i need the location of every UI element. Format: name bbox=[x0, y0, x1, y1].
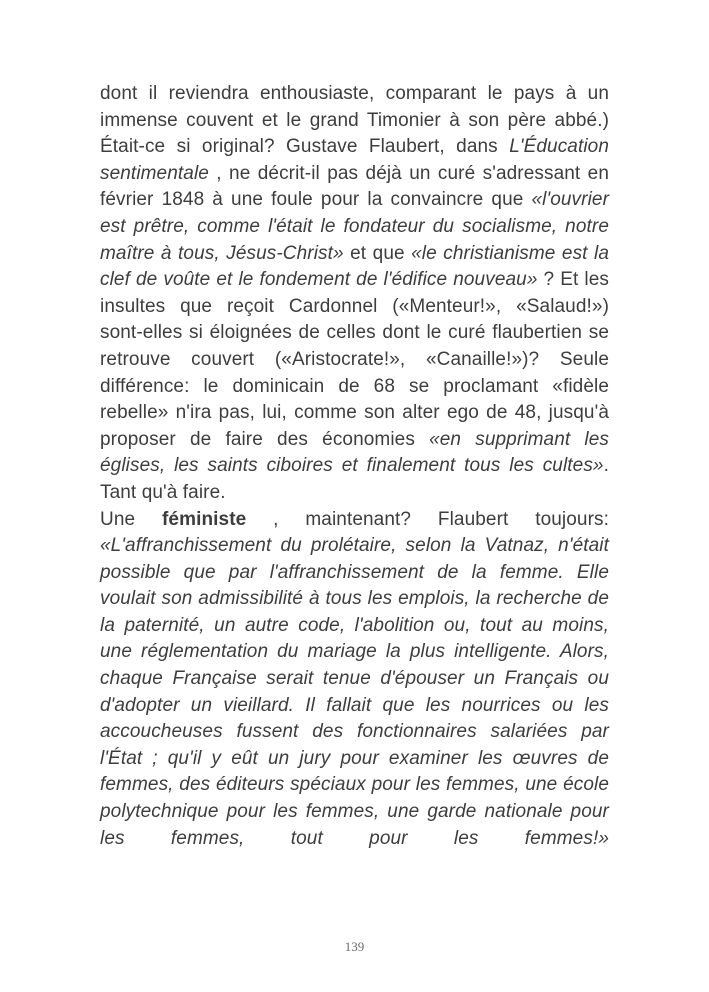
paragraph-feministe-vatnaz bbox=[100, 507, 609, 853]
page-number: 139 bbox=[344, 939, 365, 954]
text-run-italic: «l'ouvrier est prêtre, comme l'était le fondateur du socialisme, notre maître à tous, Jésus-Christ» bbox=[100, 189, 609, 264]
text-run-roman: , maintenant? Flaubert toujours: bbox=[246, 508, 609, 530]
text-run-roman: . Tant qu'à faire. bbox=[100, 455, 609, 503]
text-run-bold: féministe bbox=[162, 508, 247, 530]
paragraph-flaubert-cure bbox=[100, 81, 609, 507]
body-text-block bbox=[100, 81, 609, 852]
text-run-italic: «L'affranchissement du prolétaire, selon la Vatnaz, n'était possible que par l'affranchissement de la femme. Elle voulait son admissibilité à tous les emplois, la recherche de la paternité, un autre code, l'abolition ou, tout au moins, une réglementation du mariage la plus intelligente. Alors, chaque Française serait tenue d'épouser un Français ou d'adopter un vieillard. Il fallait que les nourrices ou les accoucheuses fussent des fonctionnaires salariées par l'État ; qu'il y eût un jury pour examiner les œuvres de femmes, des éditeurs spéciaux pour les femmes, une école polytechnique pour les femmes, une garde nationale pour les femmes, tout pour les femmes!» bbox=[100, 535, 609, 849]
text-run-roman: Une bbox=[100, 508, 162, 530]
text-run-roman: dont il reviendra enthousiaste, comparant le pays à un immense couvent et le grand Timonier à son père abbé.) Était-ce si original? Gustave Flaubert, dans bbox=[100, 83, 609, 158]
text-run-italic: «le christianisme est la clef de voûte et le fondement de l'édifice nouveau» bbox=[100, 242, 610, 291]
text-run-roman: et que bbox=[343, 242, 412, 264]
text-run-roman: ? Et les insultes que reçoit Cardonnel («Menteur!», «Salaud!») sont-elles si éloignées de celles dont le curé flaubertien se retrouve couvert («Aristocrate!», «Canaille!»)? Seule différence: le dominicain de 68 se proclamant «fidèle rebelle» n'ira pas, lui, comme son alter ego de 48, jusqu'à proposer de faire des économies bbox=[100, 269, 609, 450]
text-run-roman: , ne décrit-il pas déjà un curé s'adressant en février 1848 à une foule pour la convaincre que bbox=[100, 162, 609, 211]
text-run-italic: «en supprimant les églises, les saints ciboires et finalement tous les cultes» bbox=[100, 428, 609, 477]
text-run-italic: L'Éducation sentimentale bbox=[100, 136, 609, 184]
